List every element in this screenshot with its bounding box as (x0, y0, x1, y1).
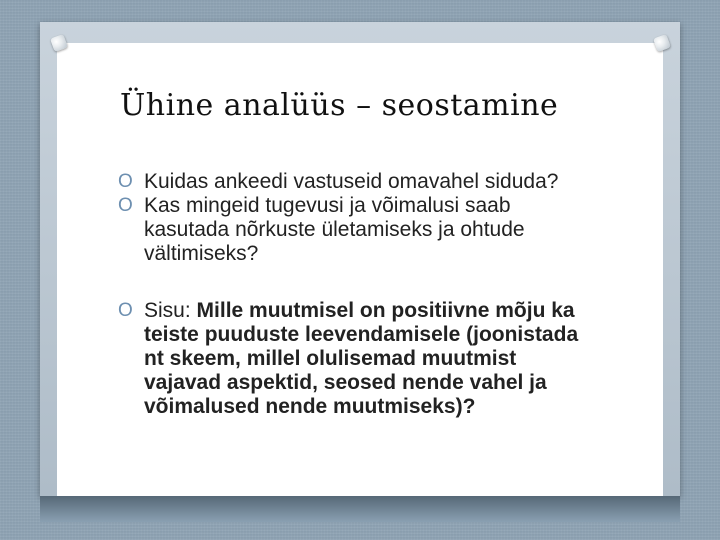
bullet-text: Kas mingeid tugevusi ja võimalusi saab kasutada nõrkuste ületamiseks ja ohtude vältimiseks? (144, 194, 525, 265)
slide-bottom-band (40, 496, 680, 522)
bullet-marker-icon: O (118, 195, 133, 216)
bullet-marker-icon: O (118, 171, 133, 192)
slide-title: Ühine analüüs – seostamine (120, 88, 559, 123)
bullet-list (118, 170, 598, 419)
bullet-text-bold: Mille muutmisel on positiivne mõju ka teiste puuduste leevendamisele (joonistada nt skeem, millel olulisemad muutmist vajavad aspektid, seosed nende vahel ja võimalused nende muutmiseks)? (144, 299, 579, 418)
bullet-prefix: Sisu: (144, 299, 197, 322)
bullet-item (118, 170, 598, 194)
bullet-marker-icon: O (118, 300, 133, 321)
bullet-item (118, 299, 598, 419)
bullet-text: Kuidas ankeedi vastuseid omavahel siduda? (144, 170, 559, 193)
bullet-item (118, 194, 598, 266)
